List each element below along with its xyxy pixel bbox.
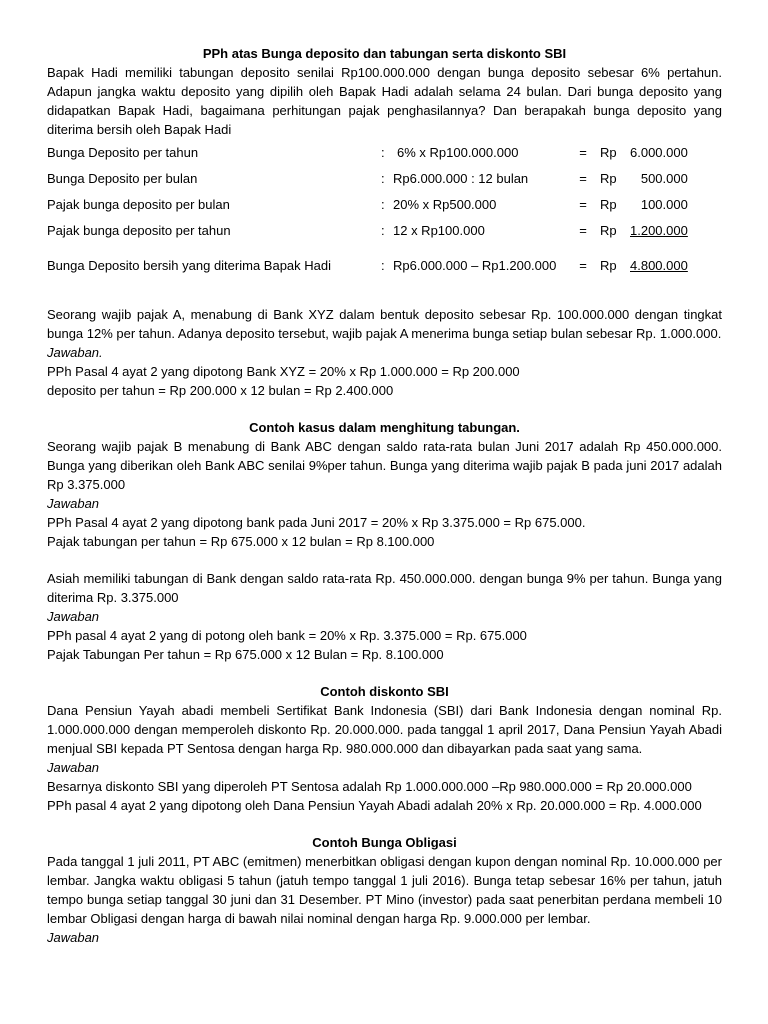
calc-formula: 20% x Rp500.000 bbox=[393, 196, 497, 212]
calc-colon: : bbox=[381, 222, 385, 238]
calc-formula: Rp6.000.000 : 12 bulan bbox=[393, 170, 529, 186]
answer-label: Jawaban bbox=[47, 609, 100, 624]
calc-colon: : bbox=[381, 257, 385, 273]
calc-colon: : bbox=[381, 144, 385, 160]
answer-line: deposito per tahun = Rp 200.000 x 12 bulan = Rp 2.400.000 bbox=[47, 383, 394, 398]
document-page bbox=[47, 44, 722, 947]
answer-line: PPh pasal 4 ayat 2 yang dipotong oleh Dana Pensiun Yayah Abadi adalah 20% x Rp. 20.000.000 = Rp. 4.000.000 bbox=[47, 798, 702, 813]
intro-paragraph: Bapak Hadi memiliki tabungan deposito senilai Rp100.000.000 dengan bunga deposito sebesar 6% pertahun. Adapun jangka waktu deposito yang dipilih oleh Bapak Hadi adalah selama 24 bulan. Dari bunga deposito yang didapatkan Bapak Hadi, bagaimana perhitungan pajak penghasilannya? Dan berapakah bunga deposito yang diterima bersih oleh Bapak Hadi bbox=[47, 65, 722, 137]
answer-line: PPh pasal 4 ayat 2 yang di potong oleh bank = 20% x Rp. 3.375.000 = Rp. 675.000 bbox=[47, 628, 527, 643]
answer-label: Jawaban bbox=[47, 760, 100, 775]
sbi-paragraph: Dana Pensiun Yayah abadi membeli Sertifikat Bank Indonesia (SBI) dari Bank Indonesia dengan nominal Rp. 1.000.000.000 dengan memperoleh diskonto Rp. 20.000.000. pada tanggal 1 april 2017, Dana Pensiun Yayah Abadi menjual SBI kepada PT Sentosa dengan harga Rp. 980.000.000 dan dibayarkan pada saat yang sama. bbox=[47, 703, 722, 756]
calc-equals: = bbox=[579, 144, 587, 160]
calc-colon: : bbox=[381, 170, 385, 186]
deposit-calculation-table bbox=[47, 139, 722, 287]
section-heading-obligasi: Contoh Bunga Obligasi bbox=[312, 835, 457, 850]
obligasi-paragraph: Pada tanggal 1 juli 2011, PT ABC (emitmen) menerbitkan obligasi dengan kupon dengan nominal Rp. 10.000.000 per lembar. Jangka waktu obligasi 5 tahun (jatuh tempo tanggal 1 juli 2016). Bunga tetap sebesar 16% per tahun, jatuh tempo bunga setiap tanggal 30 juni dan 31 Desember. PT Mino (investor) pada saat penerbitan perdana membeli 10 lembar Obligasi dengan harga di bawah nilai nominal dengan harga Rp. 9.000.000 per lembar. bbox=[47, 854, 722, 926]
calc-currency: Rp bbox=[600, 144, 617, 160]
calc-formula: Rp6.000.000 – Rp1.200.000 bbox=[393, 257, 557, 273]
document-title: PPh atas Bunga deposito dan tabungan serta diskonto SBI bbox=[202, 46, 567, 61]
calc-formula: 6% x Rp100.000.000 bbox=[397, 144, 519, 160]
calc-colon: : bbox=[381, 196, 385, 212]
calc-currency: Rp bbox=[600, 170, 617, 186]
asiah-paragraph: Asiah memiliki tabungan di Bank dengan saldo rata-rata Rp. 450.000.000. dengan bunga 9% per tahun. Bunga yang diterima Rp. 3.375.000 bbox=[47, 571, 722, 605]
calc-row bbox=[47, 243, 722, 287]
calc-value: 6.000.000 bbox=[630, 144, 688, 160]
answer-line: PPh Pasal 4 ayat 2 yang dipotong Bank XYZ = 20% x Rp 1.000.000 = Rp 200.000 bbox=[47, 364, 520, 379]
calc-label: Bunga Deposito per tahun bbox=[47, 144, 199, 160]
section-heading-tabungan: Contoh kasus dalam menghitung tabungan. bbox=[249, 420, 520, 435]
calc-currency: Rp bbox=[600, 257, 617, 273]
calc-row bbox=[47, 217, 722, 243]
calc-equals: = bbox=[579, 196, 587, 212]
calc-value: 100.000 bbox=[640, 196, 688, 212]
calc-label: Bunga Deposito per bulan bbox=[47, 170, 198, 186]
example-a-paragraph: Seorang wajib pajak A, menabung di Bank XYZ dalam bentuk deposito sebesar Rp. 100.000.000 dengan tingkat bunga 12% per tahun. Adanya deposito tersebut, wajib pajak A menerima bunga setiap bulan sebesar Rp. 1.000.000. bbox=[47, 307, 722, 341]
answer-line: PPh Pasal 4 ayat 2 yang dipotong bank pada Juni 2017 = 20% x Rp 3.375.000 = Rp 675.000. bbox=[47, 515, 586, 530]
calc-row bbox=[47, 139, 722, 165]
calc-equals: = bbox=[579, 257, 587, 273]
calc-equals: = bbox=[579, 222, 587, 238]
calc-value: 1.200.000 bbox=[630, 222, 688, 238]
answer-line: Pajak Tabungan Per tahun = Rp 675.000 x 12 Bulan = Rp. 8.100.000 bbox=[47, 647, 444, 662]
calc-row bbox=[47, 165, 722, 191]
calc-value: 4.800.000 bbox=[630, 257, 688, 273]
calc-equals: = bbox=[579, 170, 587, 186]
calc-label: Pajak bunga deposito per bulan bbox=[47, 196, 230, 212]
calc-formula: 12 x Rp100.000 bbox=[393, 222, 485, 238]
answer-label: Jawaban bbox=[47, 496, 100, 511]
calc-row bbox=[47, 191, 722, 217]
calc-currency: Rp bbox=[600, 222, 617, 238]
calc-label: Bunga Deposito bersih yang diterima Bapak Hadi bbox=[47, 257, 332, 273]
answer-label: Jawaban. bbox=[47, 345, 103, 360]
answer-line: Besarnya diskonto SBI yang diperoleh PT Sentosa adalah Rp 1.000.000.000 –Rp 980.000.000 = Rp 20.000.000 bbox=[47, 779, 692, 794]
tabungan-paragraph: Seorang wajib pajak B menabung di Bank ABC dengan saldo rata-rata bulan Juni 2017 adalah Rp 450.000.000. Bunga yang diberikan oleh Bank ABC senilai 9%per tahun. Bunga yang diterima wajib pajak B pada juni 2017 adalah Rp 3.375.000 bbox=[47, 439, 722, 492]
calc-currency: Rp bbox=[600, 196, 617, 212]
calc-label: Pajak bunga deposito per tahun bbox=[47, 222, 231, 238]
answer-line: Pajak tabungan per tahun = Rp 675.000 x 12 bulan = Rp 8.100.000 bbox=[47, 534, 435, 549]
section-heading-sbi: Contoh diskonto SBI bbox=[320, 684, 449, 699]
answer-label: Jawaban bbox=[47, 930, 100, 945]
calc-value: 500.000 bbox=[640, 170, 688, 186]
